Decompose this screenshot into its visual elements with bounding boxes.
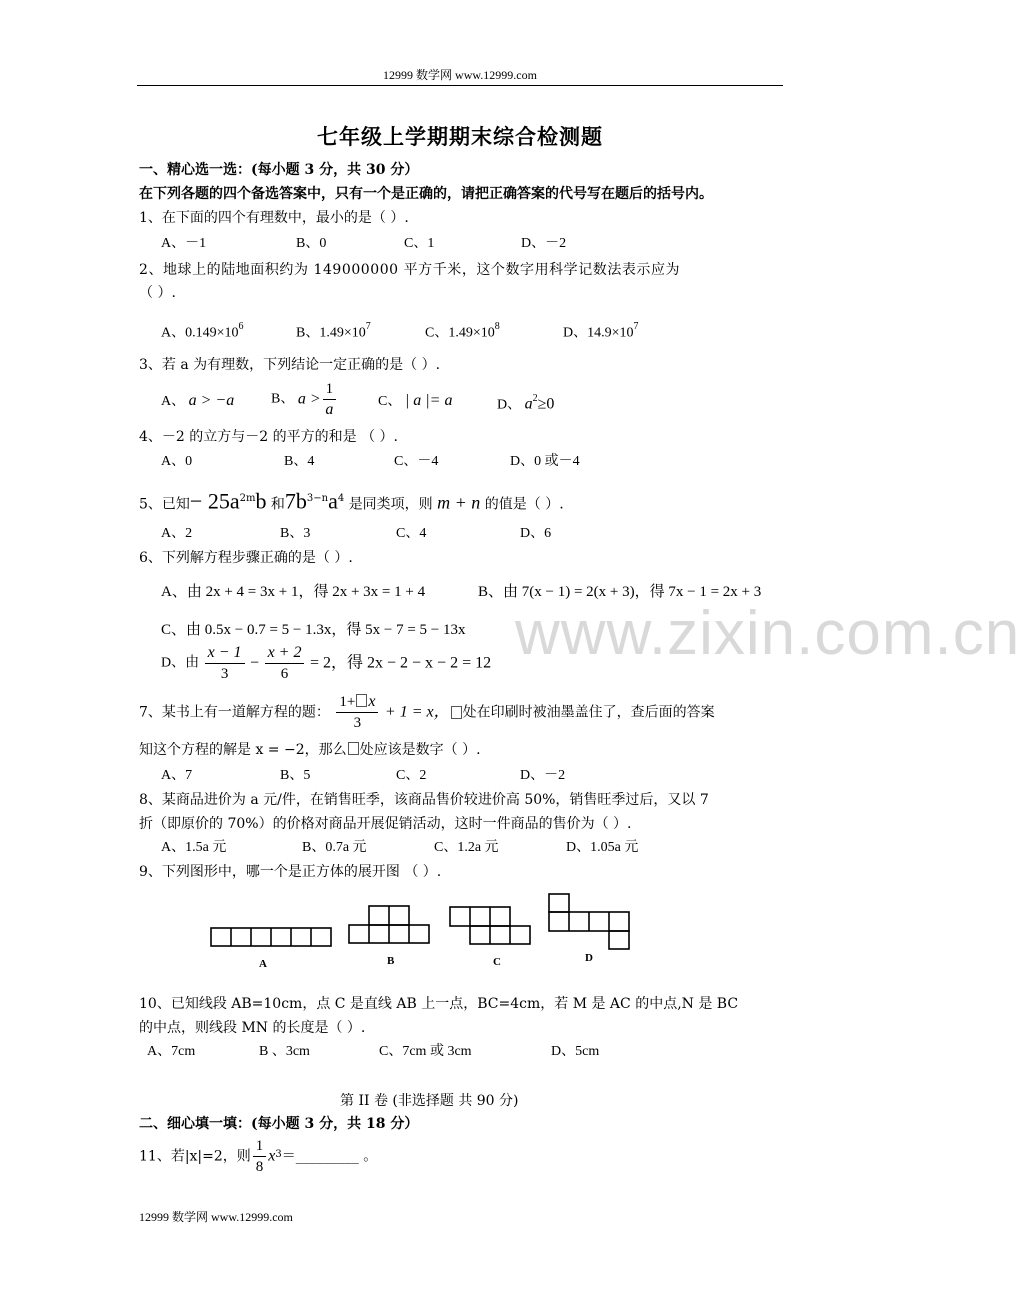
q6-option-a: A、由 2x + 4 = 3x + 1，得 2x + 3x = 1 + 4	[161, 584, 426, 600]
q7-stem-line1: 7、某书上有一道解方程的题： $\frac{1+ x}{3}$ + 1 = x， 处在印刷时被油墨盖住了，查后面的答案	[139, 693, 715, 731]
figure-d-net	[549, 894, 629, 949]
q10-stem-line1: 10、已知线段 AB=10cm，点 C 是直线 AB 上一点，BC=4cm，若 M 是 AC 的中点,N 是 BC	[139, 996, 739, 1012]
q4-option-d: D、0 或－4	[510, 454, 580, 469]
q6-stem: 6、下列解方程步骤正确的是（ ）.	[139, 550, 353, 566]
q10-stem-line2: 的中点，则线段 MN 的长度是（ ）.	[139, 1020, 366, 1036]
q1-stem: 1、在下面的四个有理数中，最小的是（ ）.	[139, 210, 409, 226]
q3-option-a: A、 a > −a	[161, 392, 235, 409]
q8-option-c: C、1.2a 元	[434, 840, 499, 855]
q1-option-a: A、－1	[161, 236, 207, 251]
watermark: www.zixin.com.cn	[515, 599, 1020, 668]
figure-c-net	[450, 907, 530, 944]
q10-option-b: B 、3cm	[259, 1044, 310, 1059]
q5-option-b: B、3	[280, 526, 311, 541]
ink-covered-box	[348, 742, 359, 755]
page-footer: 12999 数学网 www.12999.com	[139, 1210, 293, 1224]
cube-net-figures	[200, 888, 640, 958]
q4-option-a: A、0	[161, 454, 193, 469]
part2-heading: 第 II 卷 (非选择题 共 90 分)	[340, 1093, 519, 1109]
q2-option-b: B、$1.49\times 10^7$	[296, 321, 371, 341]
q2-stem-line2: （ ）.	[139, 285, 176, 301]
q6-option-d: D、由 $\frac{x - 1}{3}$ − $\frac{x + 2}{6}$ = 2，得 2x − 2 − x − 2 = 12	[161, 644, 492, 682]
q4-option-c: C、－4	[394, 454, 439, 469]
q8-option-a: A、1.5a 元	[161, 840, 227, 855]
q10-option-a: A、7cm	[147, 1044, 196, 1059]
ink-covered-box	[356, 694, 367, 707]
figure-label-d: D	[585, 952, 593, 964]
q2-stem-line1: 2、地球上的陆地面积约为 149000000 平方千米，这个数字用科学记数法表示应为	[139, 262, 681, 278]
q4-option-b: B、4	[284, 454, 315, 469]
q1-option-b: B、0	[296, 236, 327, 251]
q3-option-b: B、 a > $\frac{1}{a}$	[271, 379, 338, 420]
q2-option-a: A、$0.149\times 10^6$	[161, 321, 244, 341]
q5-option-d: D、6	[520, 526, 552, 541]
q8-option-b: B、0.7a 元	[302, 840, 367, 855]
figure-a-net	[211, 928, 331, 946]
figure-b-net	[349, 906, 429, 943]
q3-stem: 3、若 a 为有理数，下列结论一定正确的是（ ）.	[139, 357, 441, 373]
ink-covered-box	[451, 706, 462, 719]
section1-heading: 一、精心选一选：(每小题 3 分，共 30 分）	[139, 162, 419, 178]
q10-option-c: C、7cm 或 3cm	[379, 1044, 472, 1059]
page-header: 12999 数学网 www.12999.com	[383, 68, 537, 82]
q8-stem-line2: 折（即原价的 70%）的价格对商品开展促销活动，这时一件商品的售价为（ ）.	[139, 816, 632, 832]
q7-option-b: B、5	[280, 768, 311, 783]
q1-option-d: D、－2	[521, 236, 567, 251]
q8-stem-line1: 8、某商品进价为 a 元/件，在销售旺季，该商品售价较进价高 50%，销售旺季过后，又以 7	[139, 792, 709, 808]
q9-stem: 9、下列图形中，哪一个是正方体的展开图 （ ）.	[139, 864, 442, 880]
figure-label-b: B	[387, 955, 395, 967]
q11-stem: 11、若|x|=2，则 $\frac{1}{8}$ $x^3=\_\_\_\_\_\_\_\_\_$ 。	[139, 1138, 378, 1175]
q10-option-d: D、5cm	[551, 1044, 600, 1059]
q7-option-c: C、2	[396, 768, 427, 783]
header-rule	[137, 85, 783, 86]
q7-option-d: D、－2	[520, 768, 566, 783]
page-title: 七年级上学期期末综合检测题	[317, 124, 603, 149]
q3-option-c: C、 | a |= a	[378, 392, 453, 409]
q2-option-c: C、$1.49\times 10^8$	[425, 321, 500, 341]
q7-option-a: A、7	[161, 768, 193, 783]
figure-label-c: C	[493, 956, 501, 968]
q5-option-c: C、4	[396, 526, 427, 541]
q5-stem: 5、已知− $25a^{2m}b$ 和$7b^{3-n}a^4$ 是同类项，则 m + n 的值是（ ）.	[139, 488, 564, 514]
q5-option-a: A、2	[161, 526, 193, 541]
q1-option-c: C、1	[404, 236, 435, 251]
q8-option-d: D、1.05a 元	[566, 840, 639, 855]
q6-option-b: B、由 7(x − 1) = 2(x + 3)，得 7x − 1 = 2x + 3	[478, 584, 762, 600]
q4-stem: 4、－2 的立方与－2 的平方的和是 （ ）.	[139, 429, 398, 445]
section1-instructions: 在下列各题的四个备选答案中，只有一个是正确的，请把正确答案的代号写在题后的括号内。	[139, 186, 713, 202]
section2-heading: 二、细心填一填：(每小题 3 分，共 18 分）	[139, 1116, 419, 1132]
q2-option-d: D、$14.9\times 10^7$	[563, 321, 639, 341]
q7-stem-line2: 知这个方程的解是 x = −2，那么 处应该是数字（ ）.	[139, 742, 481, 758]
q6-option-c: C、由 0.5x − 0.7 = 5 − 1.3x，得 5x − 7 = 5 − 13x	[161, 622, 466, 638]
q3-option-d: D、 $a^2\ge 0$	[497, 393, 555, 413]
figure-label-a: A	[259, 958, 267, 970]
